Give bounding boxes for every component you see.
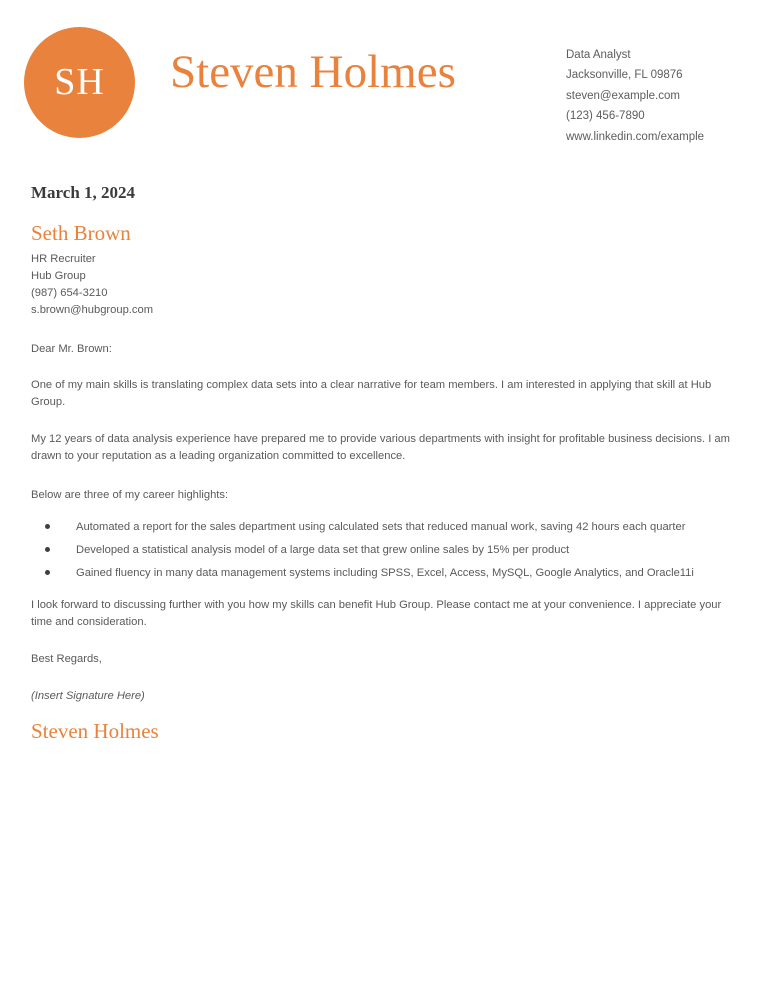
list-item-text: Developed a statistical analysis model of a large data set that grew online sales by 15% per product (76, 544, 570, 557)
recipient-company: Hub Group (31, 269, 86, 282)
list-item-text: Automated a report for the sales department using calculated sets that reduced manual work, saving 42 hours each quarter (76, 521, 686, 534)
bullet-dot-icon (45, 570, 50, 575)
letter-date: March 1, 2024 (31, 183, 136, 202)
list-item (31, 542, 737, 559)
contact-location: Jacksonville, FL 09876 (566, 69, 683, 82)
bullet-dot-icon (45, 524, 50, 529)
header-contact-block (566, 45, 704, 147)
recipient-email[interactable]: s.brown@hubgroup.com (31, 303, 154, 316)
list-item (31, 519, 737, 536)
contact-job-title: Data Analyst (566, 49, 631, 61)
recipient-title: HR Recruiter (31, 252, 96, 265)
body-paragraph-1: One of my main skills is translating complex data sets into a clear narrative for team members. I am interested in applying that skill at Hub Group. (31, 379, 712, 409)
recipient-details (31, 251, 737, 319)
signature-name: Steven Holmes (31, 719, 159, 744)
salutation: Dear Mr. Brown: (31, 342, 112, 355)
monogram-initials: SH (54, 60, 105, 103)
header-full-name: Steven Holmes (170, 46, 456, 98)
bullet-dot-icon (45, 547, 50, 552)
contact-email[interactable]: steven@example.com (566, 89, 680, 102)
closing-salutation: Best Regards, (31, 652, 102, 665)
list-item-text: Gained fluency in many data management systems including SPSS, Excel, Access, MySQL, Google Analytics, and Oracle11i (76, 566, 694, 579)
signature-placeholder: (Insert Signature Here) (31, 689, 145, 702)
closing-paragraph: I look forward to discussing further with you how my skills can benefit Hub Group. Please contact me at your convenience. I appreciate your time and consideration. (31, 598, 722, 628)
highlights-intro: Below are three of my career highlights: (31, 488, 229, 501)
list-item (31, 565, 737, 582)
letter-body (0, 183, 768, 745)
letter-header (0, 0, 768, 150)
career-highlights-list (31, 519, 737, 581)
recipient-phone: (987) 654-3210 (31, 286, 108, 299)
body-paragraph-2: My 12 years of data analysis experience have prepared me to provide various departments with insight for profitable business decisions. I am drawn to your reputation as a leading organization committed to excellence. (31, 433, 730, 463)
monogram-badge (24, 27, 135, 138)
contact-linkedin[interactable]: www.linkedin.com/example (566, 130, 705, 143)
recipient-name: Seth Brown (31, 221, 131, 246)
contact-phone: (123) 456-7890 (566, 110, 645, 123)
